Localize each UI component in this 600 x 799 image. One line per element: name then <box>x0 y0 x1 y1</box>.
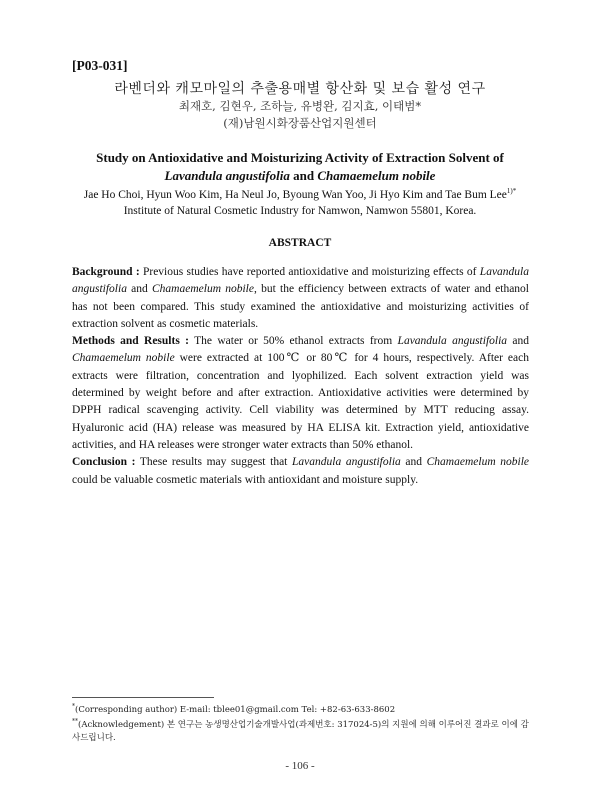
methods-text-1: The water or 50% ethanol extracts from <box>188 335 398 348</box>
english-title-line2 <box>0 168 600 184</box>
background-species-2: Chamaemelum nobile <box>152 283 254 296</box>
abstract-body <box>72 264 529 489</box>
methods-species-1: Lavandula angustifolia <box>397 335 508 348</box>
english-title-line1: Study on Antioxidative and Moisturizing Activity of Extraction Solvent of <box>96 150 504 165</box>
korean-authors: 최재호, 김현우, 조하늘, 유병완, 김지효, 이태범* <box>178 99 422 113</box>
author-mark: 1)* <box>506 187 517 195</box>
page-number: - 106 - <box>285 760 315 772</box>
english-authors-names: Jae Ho Choi, Hyun Woo Kim, Ha Neul Jo, Byoung Wan Yoo, Ji Hyo Kim and Tae Bum Lee <box>83 188 507 201</box>
abstract-heading: ABSTRACT <box>268 237 332 249</box>
methods-text-2: and <box>507 335 529 348</box>
title-species-chamaemelum: Chamaemelum nobile <box>317 168 436 183</box>
poster-code: [P03-031] <box>72 58 128 73</box>
background-text-2: and <box>126 283 153 296</box>
english-affiliation: Institute of Natural Cosmetic Industry for Namwon, Namwon 55801, Korea. <box>123 205 477 217</box>
methods-label: Methods and Results : <box>72 335 189 348</box>
background-text-3: , but the efficiency between extracts of water and ethanol has not been compared. This study examined the antioxidative and moisturizing activities of extraction solvent as cosmetic materials. <box>72 283 530 330</box>
footnote-mark-2: ** <box>72 718 78 726</box>
conclusion-text-2: and <box>400 456 427 469</box>
background-paragraph <box>72 264 529 333</box>
methods-text-3: were extracted at 100℃ or 80℃ for 4 hours, respectively. After each extracts were filtration, concentration and lyophilized. Each solvent extraction yield was determined by weight before and after extraction. Antioxidative activities were determined by DPPH radical scavenging activity. Cell viability was determined by MTT reducing assay. Hyaluronic acid (HA) release was measured by HA ELISA kit. Extraction yield, antioxidative activities, and HA releases were stronger water extracts than 50% ethanol. <box>72 352 529 451</box>
conclusion-species-2: Chamaemelum nobile <box>426 456 529 469</box>
conclusion-species-1: Lavandula angustifolia <box>292 456 401 469</box>
footnote-mark-1: * <box>72 703 75 710</box>
background-label: Background : <box>72 266 140 278</box>
conclusion-label: Conclusion : <box>72 456 136 469</box>
methods-paragraph <box>72 333 529 454</box>
korean-affiliation: (재)남원시화장품산업지원센터 <box>223 116 377 130</box>
footnote-text-1: (Corresponding author) E-mail: tblee01@gmail.com Tel: +82-63-633-8602 <box>75 704 396 715</box>
conclusion-text-3: could be valuable cosmetic materials with antioxidant and moisture supply. <box>72 473 419 486</box>
background-species-1: Lavandula angustifolia <box>72 266 529 296</box>
footnote-divider <box>72 697 214 698</box>
footnote-text-2: (Acknowledgement) 본 연구는 농생명산업기술개발사업(과제번호: 317024-5)의 지원에 의해 이루어진 결과로 이에 감사드립니다. <box>72 720 529 743</box>
background-text-1: Previous studies have reported antioxidative and moisturizing effects of <box>139 266 480 278</box>
title-and: and <box>289 168 318 183</box>
conclusion-text-1: These results may suggest that <box>135 456 292 469</box>
korean-title: 라벤더와 캐모마일의 추출용매별 항산화 및 보습 활성 연구 <box>114 81 486 97</box>
footnote-corresponding <box>72 701 532 716</box>
methods-species-2: Chamaemelum nobile <box>72 352 175 365</box>
title-species-lavandula: Lavandula angustifolia <box>164 168 290 183</box>
footnote-acknowledgement <box>72 716 532 744</box>
english-authors <box>0 187 600 201</box>
footnotes <box>72 701 532 744</box>
conclusion-paragraph <box>72 454 529 489</box>
